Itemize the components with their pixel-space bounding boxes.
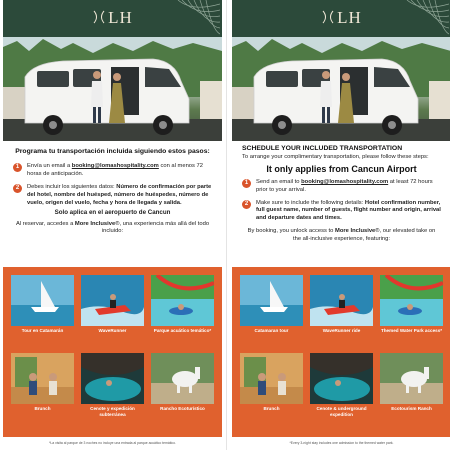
brand-mark-icon (321, 10, 335, 24)
van-photo (232, 37, 450, 141)
water-park-photo (380, 275, 443, 326)
step-2-details: Número de confirmación por parte del hotel, nombre del huésped, número de huéspedes, número de vuelo, origen del vuelo, fecha y hora de llegada y salida. (27, 184, 212, 206)
logo-text: LH (337, 8, 362, 27)
email-link[interactable]: booking@lomashospitality.com (301, 179, 389, 186)
waverunner-photo (81, 275, 144, 326)
instructions (3, 148, 222, 236)
tile-caption: Tour en Catamarán (21, 328, 64, 333)
wave-pattern-icon (403, 0, 449, 37)
tile-caption: Themed Water Park access* (380, 328, 443, 333)
brand-mark-icon (92, 10, 106, 24)
more-inclusive-text (232, 228, 450, 244)
footnote: *La visita al parque de 3 noches no incluye una entrada al parque acuático temático. (49, 441, 176, 445)
step-1-text: Send an email to (256, 179, 302, 186)
catamaran-photo (11, 275, 74, 326)
step-2 (3, 184, 222, 207)
van-photo (3, 37, 222, 141)
waverunner-photo (310, 275, 373, 326)
tile-caption: Cenote & underground expedition (316, 406, 367, 417)
inclusive-text: Al reservar, accedes a (15, 220, 75, 227)
tile-caption: Ecotourism Ranch (391, 406, 432, 411)
inclusive-text-end: ®, una experiencia más allá del todo incluido: (101, 220, 210, 235)
step-1-text: Envía un email a (27, 163, 72, 170)
tile-caption: Rancho Ecoturístico (160, 406, 205, 411)
catamaran-photo (240, 275, 303, 326)
experience-tile (11, 353, 74, 412)
logo-text: LH (108, 8, 133, 27)
more-inclusive-text (3, 221, 222, 237)
experience-tile (81, 353, 144, 417)
brunch-photo (240, 353, 303, 404)
header-bar (3, 0, 222, 37)
step-number-1: 1 (13, 163, 22, 172)
footnote: *Every 3-night stay includes one admission to the themed water park. (289, 441, 394, 445)
water-park-photo (151, 275, 214, 326)
cenote-photo (81, 353, 144, 404)
spanish-flyer (3, 0, 222, 450)
step-2 (232, 200, 450, 223)
section-title: SCHEDULE YOUR INCLUDED TRANSPORTATION (242, 145, 403, 152)
experience-tile (151, 353, 214, 412)
experience-tile (310, 275, 373, 334)
experiences-grid (232, 267, 450, 437)
airport-highlight: It only applies from Cancun Airport (266, 164, 417, 175)
more-inclusive-brand: More Inclusive (74, 220, 116, 227)
eco-ranch-photo (380, 353, 443, 404)
section-title: Programa tu transportación incluida siguiendo estos pasos: (15, 148, 210, 155)
step-1 (232, 179, 450, 195)
cenote-photo (310, 353, 373, 404)
email-link[interactable]: booking@lomashospitality.com (71, 163, 159, 170)
experience-tile (240, 275, 303, 334)
inclusive-text: By booking, you unlock access to (247, 228, 335, 235)
tile-caption: Catamaran tour (254, 328, 289, 333)
experience-tile (380, 353, 443, 412)
inclusive-text-end: ®, our elevated take on the all-inclusive experience, featuring: (293, 228, 436, 242)
more-inclusive-brand: More Inclusive (335, 228, 376, 235)
step-2-text: Debes incluir los siguientes datos: (27, 184, 117, 191)
experience-tile (151, 275, 214, 334)
step-number-2: 2 (13, 184, 22, 193)
tile-caption: Brunch (34, 406, 51, 411)
tile-caption: WaveRunner (98, 328, 127, 333)
step-1 (3, 163, 222, 179)
tile-caption: WaveRunner ride (322, 328, 361, 333)
experience-tile (380, 275, 443, 334)
step-2-text: Make sure to include the following details: (256, 199, 365, 206)
experience-tile (310, 353, 373, 417)
tile-caption: Cenote y expedición subterránea (90, 406, 135, 417)
step-number-2: 2 (242, 200, 251, 209)
instructions (232, 145, 450, 244)
header-bar (232, 0, 450, 37)
experience-tile (81, 275, 144, 334)
experience-tile (11, 275, 74, 334)
step-1-text-end: at least 72 hours prior to your arrival. (256, 179, 433, 193)
tile-caption: Brunch (263, 406, 280, 411)
wave-pattern-icon (174, 0, 220, 37)
airport-note: Solo aplica en el aeropuerto de Cancun (54, 208, 171, 216)
step-1-text-end: con al menos 72 horas de anticipación. (27, 163, 203, 178)
step-2-details: Hotel confirmation number, full guest name, number of guests, flight number and origin, arrival and departure dates and times. (256, 199, 441, 222)
intro-text: To arrange your complimentary transportation, please follow these steps: (242, 154, 429, 161)
step-number-1: 1 (242, 179, 251, 188)
english-flyer (232, 0, 450, 450)
tile-caption: Parque acuático temático* (153, 328, 212, 333)
eco-ranch-photo (151, 353, 214, 404)
panel-divider (226, 0, 227, 450)
experience-tile (240, 353, 303, 412)
brunch-photo (11, 353, 74, 404)
experiences-grid (3, 267, 222, 437)
